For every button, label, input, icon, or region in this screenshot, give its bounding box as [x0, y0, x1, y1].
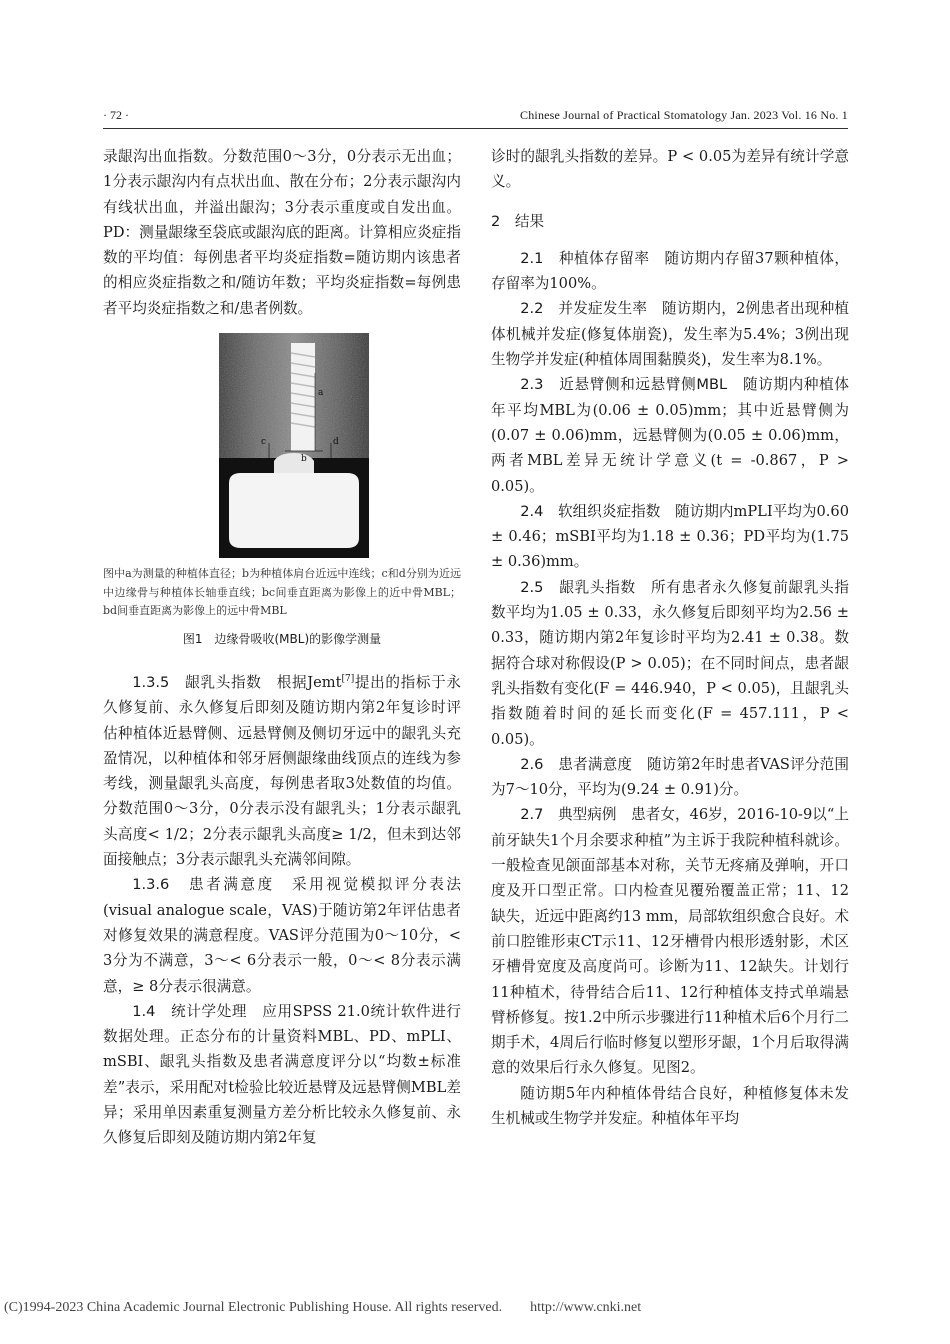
figure-note: 图中a为测量的种植体直径；b为种植体肩台近远中连线；c和d分别为近远中边缘骨与种植体长轴垂直线；bc间垂直距离为影像上的近中骨MBL；bd间垂直距离为影像上的远中骨MBL: [103, 567, 461, 618]
paragraph: 录龈沟出血指数。分数范围0～3分，0分表示无出血；1分表示龈沟内有点状出血、散在分布；2分表示龈沟内有线状出血，并溢出龈沟；3分表示重度或自发出血。PD：测量龈缘至袋底或龈沟底的距离。计算相应炎症指数的平均值：每例患者平均炎症指数=随访期内该患者的相应炎症指数之和/随访年数；平均炎症指数=每例患者平均炎症指数之和/患者例数。: [103, 148, 461, 317]
section-title: 2.4 软组织炎症指数: [520, 502, 661, 520]
copyright-footer: (C)1994-2023 China Academic Journal Electronic Publishing House. All rights reserved. http://www.cnki.net: [4, 1300, 642, 1315]
section-2-5: [491, 575, 849, 752]
section-title: 2.5 龈乳头指数: [520, 578, 636, 596]
section-title: 2.7 典型病例: [520, 806, 617, 824]
section-title: 2.1 种植体存留率: [520, 249, 650, 267]
section-text: 提出的指标于永久修复前、永久修复后即刻及随访期内第2年复诊时评估种植体近悬臂侧、远悬臂侧及侧切牙远中的龈乳头充盈情况，以种植体和邻牙唇侧龈缘曲线顶点的连线为参考线，测量龈乳头高度，每例患者取3处数值的均值。分数范围0～3分，0分表示没有龈乳头；1分表示龈乳头高度< 1/2；2分表示龈乳头高度≥ 1/2，但未到达邻面接触点；3分表示龈乳头充满邻间隙。: [103, 673, 461, 869]
paragraph: 随访期5年内种植体骨结合良好，种植修复体未发生机械或生物学并发症。种植体年平均: [491, 1084, 849, 1127]
section-text: 所有患者永久修复前龈乳头指数平均为1.05 ± 0.33，永久修复后即刻平均为2.56 ± 0.33，随访期内第2年复诊时平均为2.41 ± 0.38。数据符合球对称假设(P > 0.05)；在不同时间点，患者龈乳头指数有变化(F = 446.940，P < 0.05)，且龈乳头指数随着时间的延长而变化(F = 457.111，P < 0.05)。: [491, 578, 849, 748]
section-2-4: [491, 499, 849, 575]
section-text: 随访期内存留37颗种植体，存留率为100%。: [491, 249, 849, 293]
paragraph: 诊时的龈乳头指数的差异。P < 0.05为差异有统计学意义。: [491, 148, 849, 191]
header-rule: [103, 128, 848, 129]
section-2-1: [491, 246, 849, 297]
section-title: 1.4 统计学处理: [132, 1002, 248, 1020]
right-column: [491, 144, 849, 1131]
radiograph-image: [219, 333, 369, 558]
section-2-6: [491, 752, 849, 803]
section-text: 随访期内mPLI平均为0.60 ± 0.46；mSBI平均为1.18 ± 0.36；PD平均为(1.75 ± 0.36)mm。: [491, 502, 849, 571]
label-c: c: [261, 437, 267, 448]
section-1-3-6: [103, 872, 461, 998]
section-text: 随访期内，2例患者出现种植体机械并发症(修复体崩瓷)，发生率为5.4%；3例出现生物学并发症(种植体周围黏膜炎)，发生率为8.1%。: [491, 300, 849, 369]
citation: [7]: [341, 674, 355, 685]
section-text: 随访第2年时患者VAS评分范围为7～10分，平均为(9.24 ± 0.91)分。: [491, 755, 849, 799]
radiograph-svg: [219, 333, 369, 558]
section-title: 1.3.6 患者满意度: [132, 876, 275, 894]
label-b: b: [301, 454, 307, 465]
section-text: 根据Jemt: [276, 673, 342, 691]
section-2-heading: 2 结果: [491, 212, 545, 230]
section-1-4: [103, 999, 461, 1151]
figure-1: [103, 333, 461, 763]
section-title: 2.2 并发症发生率: [520, 300, 648, 318]
section-2-7: [491, 802, 849, 1080]
journal-header: Chinese Journal of Practical Stomatology Jan. 2023 Vol. 16 No. 1: [520, 108, 848, 122]
label-d: d: [333, 437, 339, 448]
label-a: a: [318, 388, 324, 399]
figure-caption: 图1 边缘骨吸收(MBL)的影像学测量: [182, 632, 382, 647]
section-title: 2.6 患者满意度: [520, 755, 633, 773]
section-2-2: [491, 296, 849, 372]
section-2-3: [491, 372, 849, 498]
section-text: 应用SPSS 21.0统计软件进行数据处理。正态分布的计量资料MBL、PD、mPLI、mSBI、龈乳头指数及患者满意度评分以“均数±标准差”表示，采用配对t检验比较近悬臂及远悬臂侧MBL差异；采用单因素重复测量方差分析比较永久修复前、永久修复后即刻及随访期内第2年复: [103, 1002, 461, 1147]
left-column: [103, 144, 461, 1151]
section-text: 患者女，46岁，2016-10-9以“上前牙缺失1个月余要求种植”为主诉于我院种植科就诊。一般检查见颌面部基本对称，关节无疼痛及弹响，开口度及开口型正常。口内检查见覆殆覆盖正常；11、12缺失，近远中距离约13 mm，局部软组织愈合良好。术前口腔锥形束CT示11、12牙槽骨内根形透射影，术区牙槽骨宽度及高度尚可。诊断为11、12缺失。计划行11种植术，待骨结合后11、12行种植体支持式单端悬臂桥修复。按1.2中所示步骤进行11种植术后6个月行二期手术，4周后行临时修复以塑形牙龈，1个月后取得满意的效果后行永久修复。见图2。: [491, 806, 849, 1077]
section-title: 1.3.5 龈乳头指数: [132, 673, 262, 691]
section-text: 随访期内种植体年平均MBL为(0.06 ± 0.05)mm；其中近悬臂侧为(0.07 ± 0.06)mm，远悬臂侧为(0.05 ± 0.06)mm，两者MBL差异无统计学意义(t = -0.867，P > 0.05)。: [491, 376, 849, 495]
section-title: 2.3 近悬臂侧和远悬臂侧MBL: [520, 376, 728, 394]
page-number: · 72 ·: [103, 108, 129, 122]
section-text: 采用视觉模拟评分表法(visual analogue scale，VAS)于随访第2年评估患者对修复效果的满意程度。VAS评分范围为0～10分，< 3分为不满意，3～< 6分表示一般，0～< 8分表示满意，≥ 8分表示很满意。: [103, 876, 461, 995]
